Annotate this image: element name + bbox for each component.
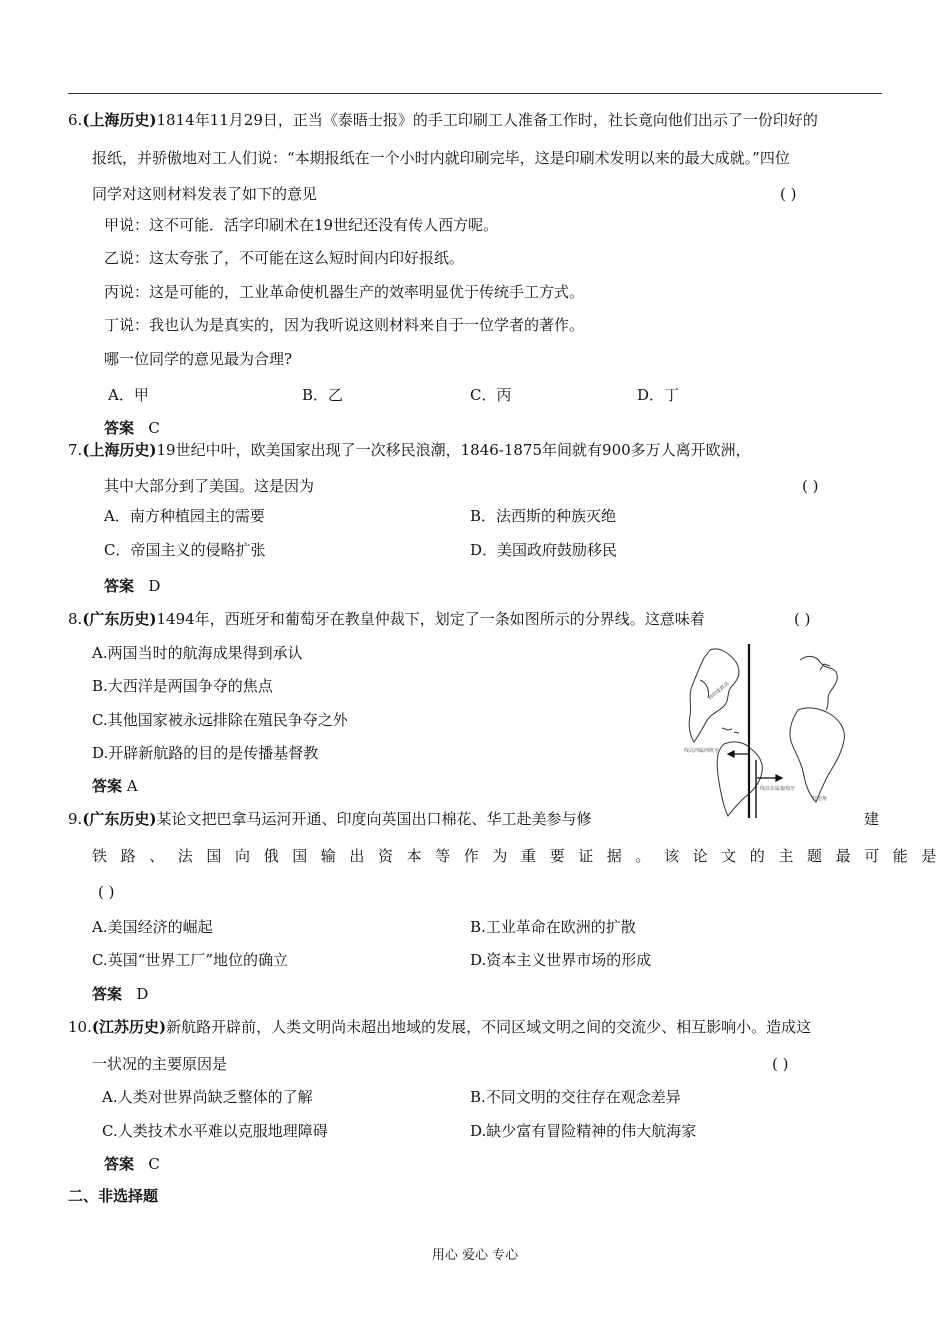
q9-option-b: B.工业革命在欧洲的扩散 [470,918,636,936]
q7-option-a: A．南方种植园主的需要 [104,507,265,525]
q9-text-1-end: 建 [864,810,880,828]
q10-option-d: D.缺少富有冒险精神的伟大航海家 [470,1122,697,1140]
q7-answer-value: D [148,577,161,595]
q6-number: 6. [68,111,83,129]
q6-text-2: 报纸，并骄傲地对工人们说：“本期报纸在一个小时内就印刷完毕，这是印刷术发明以来的最大成就。”四位 [92,149,790,167]
q10-answer-value: C [148,1155,160,1173]
q7-option-b: B．法西斯的种族灭绝 [470,507,617,525]
q6-text-3: 同学对这则材料发表了如下的意见 [92,185,318,203]
q8-number: 8. [68,610,83,628]
q10-source: (江苏历史) [91,1018,167,1036]
q9-option-d: D.资本主义世界市场的形成 [470,951,652,969]
q6-answer-value: C [148,419,160,437]
q8-answer-paren: ( ) [794,610,811,628]
q6-answer [104,418,160,438]
q8-option-d: D.开辟新航路的目的是传播基督教 [92,744,319,762]
q10-answer [104,1154,160,1174]
q10-text-2: 一状况的主要原因是 [92,1055,228,1073]
q6-option-b: B．乙 [302,386,344,404]
q10-line1 [68,1017,811,1037]
q7-answer-label: 答案 [104,577,135,595]
q10-answer-label: 答案 [104,1155,135,1173]
q6-option-a: A．甲 [108,386,149,404]
q7-number: 7. [68,441,83,459]
q9-answer-value: D [136,985,149,1003]
section-heading-non-choice: 二、非选择题 [68,1187,159,1205]
q10-option-c: C.人类技术水平难以克服地理障碍 [102,1122,328,1140]
q8-option-a: A.两国当时的航海成果得到承认 [92,644,303,662]
q7-line1 [68,440,751,460]
q7-text-2: 其中大部分到了美国。这是因为 [104,477,315,495]
q9-text-1: 某论文把巴拿马运河开通、印度向英国出口棉花、华工赴美参与修 [156,810,592,828]
q8-source: (广东历史) [82,610,157,628]
q8-answer-label: 答案 [92,777,123,795]
q7-option-c: C．帝国主义的侵略扩张 [104,541,266,559]
q8-option-c: C.其他国家被永远排除在殖民争夺之外 [92,711,348,729]
q8-text-1: 1494年，西班牙和葡萄牙在教皇仲裁下，划定了一条如图所示的分界线。这意味着 [156,610,705,628]
q10-answer-paren: ( ) [772,1055,789,1073]
q7-answer-paren: ( ) [802,477,819,495]
q6-view-yi: 乙说：这太夸张了，不可能在这么短时间内印好报纸。 [104,249,465,267]
svg-text:好望角: 好望角 [812,796,828,802]
q6-view-ding: 丁说：我也认为是真实的，因为我听说这则材料来自于一位学者的著作。 [104,316,585,334]
q10-text-1: 新航路开辟前，人类文明尚未超出地域的发展，不同区域文明之间的交流少、相互影响小。造成这 [166,1018,812,1036]
q7-option-d: D．美国政府鼓励移民 [470,541,618,559]
q6-source: (上海历史) [82,111,157,129]
q9-answer-label: 答案 [92,985,123,1003]
svg-text:线以东属葡萄牙: 线以东属葡萄牙 [760,786,796,792]
q6-question: 哪一位同学的意见最为合理? [104,350,293,368]
q9-source: (广东历史) [82,810,157,828]
page-footer: 用心 爱心 专心 [431,1248,519,1263]
q8-line1 [68,609,705,629]
q9-line1 [68,809,592,829]
q10-option-a: A.人类对世界尚缺乏整体的了解 [102,1088,313,1106]
q10-number: 10. [68,1018,92,1036]
q8-answer [92,776,138,796]
q6-option-c: C．丙 [470,386,512,404]
svg-text:西印度群岛: 西印度群岛 [707,680,731,702]
q7-text-1: 19世纪中叶，欧美国家出现了一次移民浪潮，1846-1875年间就有900多万人离开欧洲， [156,441,751,459]
demarcation-line-map [680,640,858,818]
q6-view-jia: 甲说：这不可能．活字印刷术在19世纪还没有传人西方呢。 [104,216,499,234]
q6-text-1: 1814年11月29日，正当《泰晤士报》的手工印刷工人准备工作时，社长竟向他们出示了一份印好的 [156,111,818,129]
q6-view-bing: 丙说：这是可能的，工业革命使机器生产的效率明显优于传统手工方式。 [104,283,585,301]
q10-option-b: B.不同文明的交往存在观念差异 [470,1088,681,1106]
q9-option-c: C.英国“世界工厂”地位的确立 [92,951,289,969]
svg-text:线以西属西班牙: 线以西属西班牙 [684,748,720,754]
header-rule [68,93,882,94]
q9-option-a: A.美国经济的崛起 [92,918,213,936]
q6-option-d: D．丁 [637,386,680,404]
q6-answer-paren: ( ) [780,185,797,203]
q9-text-2: 铁路、法国向俄国输出资本等作为重要证据。该论文的主题最可能是 [92,847,950,865]
q6-answer-label: 答案 [104,419,135,437]
q7-source: (上海历史) [82,441,157,459]
q6-line1 [68,110,818,130]
q8-option-b: B.大西洋是两国争夺的焦点 [92,677,273,695]
q9-answer [92,984,148,1004]
q9-answer-paren: ( ) [98,883,115,901]
q7-answer [104,576,160,596]
q9-number: 9. [68,810,83,828]
q8-answer-value: A [126,777,138,795]
